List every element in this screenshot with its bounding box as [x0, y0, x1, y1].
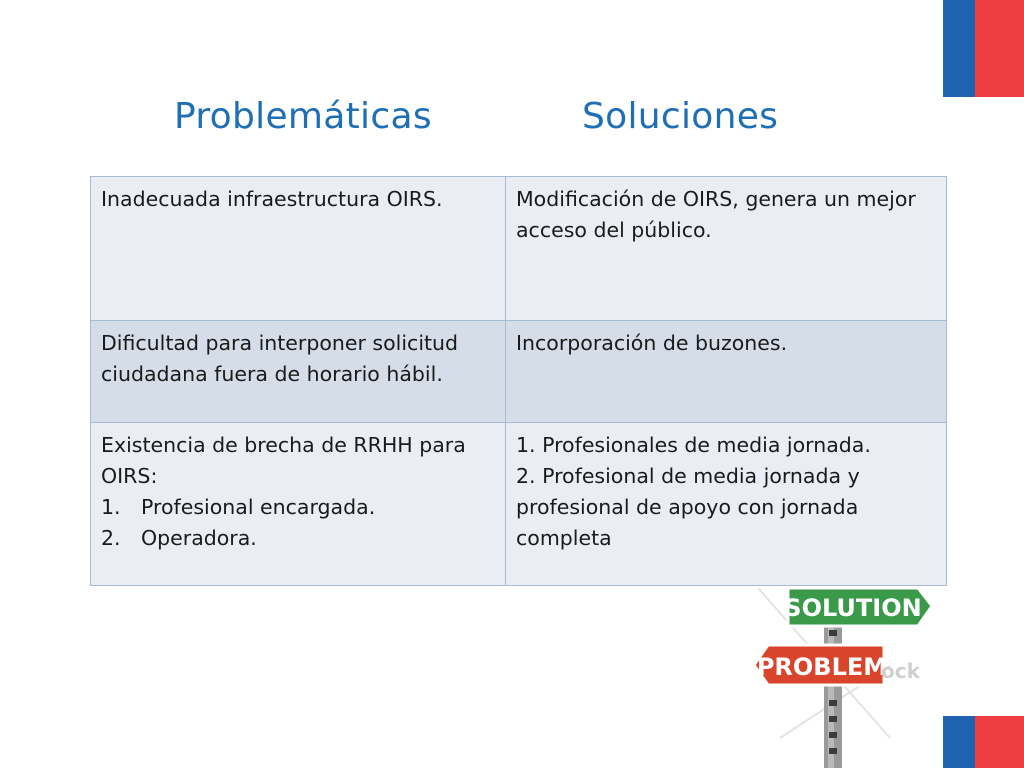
cell-text: Inadecuada infraestructura OIRS.: [101, 187, 443, 211]
list-text: Operadora.: [141, 526, 257, 550]
list-item: [101, 523, 495, 554]
table-row: [91, 321, 947, 423]
solution-cell: [506, 423, 947, 586]
table-row: [91, 177, 947, 321]
cell-text: acceso del público.: [516, 218, 712, 242]
table-row: [91, 423, 947, 586]
cell-text: Incorporación de buzones.: [516, 331, 788, 355]
signpost-icon: [740, 588, 943, 768]
cell-text: Dificultad para interponer solicitud: [101, 331, 459, 355]
watermark-text: ock: [881, 659, 920, 683]
problem-cell: [91, 423, 506, 586]
list-number: 2.: [101, 526, 121, 550]
cell-text: ciudadana fuera de horario hábil.: [101, 362, 443, 386]
cell-text: completa: [516, 526, 612, 550]
problem-cell: [91, 177, 506, 321]
signpost-illustration: [740, 588, 943, 768]
list-text: Profesional encargada.: [141, 495, 376, 519]
flag-corner-bottom: [943, 716, 1024, 768]
flag-blue-stripe: [943, 0, 975, 97]
cell-text: Existencia de brecha de RRHH para: [101, 433, 466, 457]
problem-cell: [91, 321, 506, 423]
solution-cell: [506, 177, 947, 321]
flag-red-stripe: [975, 716, 1024, 768]
cell-text: profesional de apoyo con jornada: [516, 495, 859, 519]
solution-cell: [506, 321, 947, 423]
flag-blue-stripe: [943, 716, 975, 768]
heading-problematicas: Problemáticas: [174, 96, 432, 137]
cell-text: 1. Profesionales de media jornada.: [516, 433, 871, 457]
cell-text: 2. Profesional de media jornada y: [516, 464, 860, 488]
cell-text: OIRS:: [101, 464, 158, 488]
problems-solutions-table: [90, 176, 947, 586]
cell-text: Modificación de OIRS, genera un mejor: [516, 187, 916, 211]
flag-red-stripe: [975, 0, 1024, 97]
problem-sign-text: PROBLEM: [756, 653, 888, 681]
flag-corner-top: [943, 0, 1024, 97]
heading-soluciones: Soluciones: [582, 96, 779, 137]
solution-sign-text: SOLUTION: [784, 594, 922, 622]
list-number: 1.: [101, 495, 121, 519]
slide-headings: [0, 96, 1024, 156]
list-item: [101, 492, 495, 523]
